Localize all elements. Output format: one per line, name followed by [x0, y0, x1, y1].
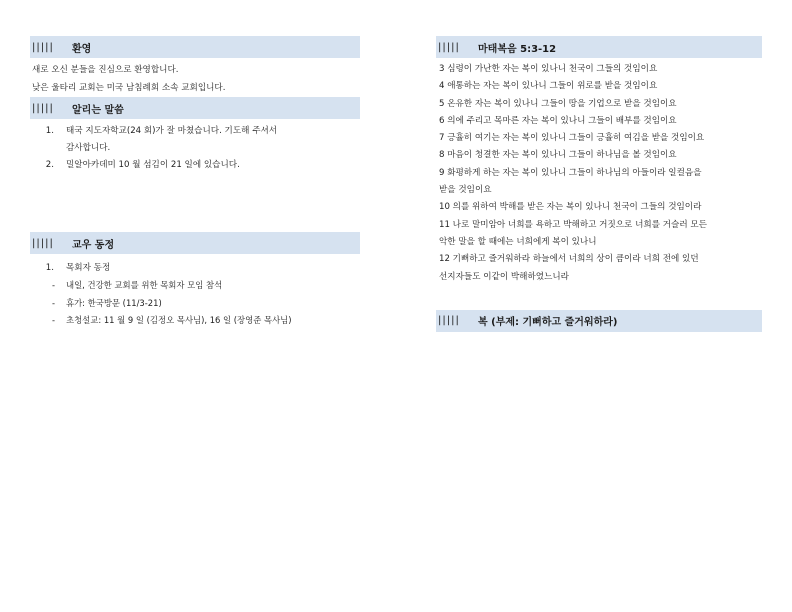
verse-line: 5 온유한 자는 복이 있나니 그들이 땅을 기업으로 받을 것임이요 [439, 98, 677, 109]
verse-line: 악한 말을 할 때에는 너희에게 복이 있나니 [439, 236, 597, 247]
list-text: 밀알아카데미 10 월 섬김이 21 일에 있습니다. [66, 160, 240, 170]
verse-line: 9 화평하게 하는 자는 복이 있나니 그들이 하나님의 아들이라 일컬음을 [439, 167, 702, 178]
sub-text: 내일, 건강한 교회를 위한 목회자 모임 참석 [66, 280, 223, 290]
list-item [30, 123, 360, 157]
gospel-verses [436, 58, 762, 286]
notice-header [30, 97, 360, 119]
sub-item: - 내일, 건강한 교회를 위한 목회자 모임 참석 [30, 277, 360, 295]
verse-line: 8 마음이 청결한 자는 복이 있나니 그들이 하나님을 볼 것임이요 [439, 150, 677, 161]
header-bars: ||||| [32, 102, 54, 114]
verse-line: 11 나로 말미암아 너희를 욕하고 박해하고 거짓으로 너희를 거슬러 모든 [439, 219, 707, 230]
list-number: 1. [45, 263, 54, 273]
welcome-line: 낮은 울타리 교회는 미국 남침례회 소속 교회입니다. [32, 82, 226, 93]
members-header [30, 232, 360, 254]
members-list [30, 254, 360, 330]
list-text: 감사합니다. [66, 143, 111, 153]
header-bars: ||||| [32, 237, 54, 249]
list-item [30, 260, 360, 277]
verse-line: 선지자들도 이같이 박해하였느니라 [439, 271, 569, 282]
list-text: 목회자 동정 [66, 263, 111, 273]
blessing-title: 복 (부제: 기뻐하고 즐거워하라) [478, 317, 618, 329]
gospel-header [436, 36, 762, 58]
verse-line: 3 심령이 가난한 자는 복이 있나니 천국이 그들의 것임이요 [439, 64, 658, 74]
sub-text: 초청설교: 11 월 9 일 (김정오 목사님), 16 일 (장영준 목사님) [66, 315, 292, 325]
welcome-body [30, 58, 360, 97]
verse-line: 6 의에 주리고 목마른 자는 복이 있나니 그들이 배부를 것임이요 [439, 115, 677, 126]
notice-title: 알리는 말씀 [72, 104, 124, 116]
list-item [30, 157, 360, 174]
welcome-header [30, 36, 360, 58]
header-bars: ||||| [438, 41, 460, 53]
notice-list [30, 119, 360, 174]
sub-text: 휴가: 한국방문 (11/3-21) [66, 297, 162, 308]
right-column [436, 36, 762, 332]
verse-line: 10 의를 위하여 박해를 받은 자는 복이 있나니 천국이 그들의 것임이라 [439, 202, 702, 213]
list-number: 2. [45, 160, 54, 170]
verse-line: 4 애통하는 자는 복이 있나니 그들이 위로를 받을 것임이요 [439, 81, 658, 92]
verse-line: 12 기뻐하고 즐거워하라 하늘에서 너희의 상이 큼이라 너희 전에 있던 [439, 254, 699, 265]
gospel-title: 마태복음 5:3-12 [478, 43, 557, 55]
header-bars: ||||| [438, 315, 460, 327]
left-column [30, 36, 360, 330]
welcome-title: 환영 [72, 43, 92, 55]
blessing-header [436, 310, 762, 332]
header-bars: ||||| [32, 41, 54, 53]
list-number: 1. [45, 126, 54, 136]
welcome-line: 새로 오신 분들을 진심으로 환영합니다. [32, 65, 179, 75]
members-title: 교우 동정 [72, 239, 115, 251]
verse-line: 받을 것임이요 [439, 185, 492, 196]
sub-item: - 초청설교: 11 월 9 일 (김정오 목사님), 16 일 (장영준 목사님) [30, 312, 360, 330]
list-text: 태국 지도자학교(24 회)가 잘 마쳤습니다. 기도해 주셔서 [66, 126, 278, 136]
verse-line: 7 긍휼히 여기는 자는 복이 있나니 그들이 긍휼히 여김을 받을 것임이요 [439, 133, 705, 144]
sub-item: - 휴가: 한국방문 (11/3-21) [30, 295, 360, 313]
